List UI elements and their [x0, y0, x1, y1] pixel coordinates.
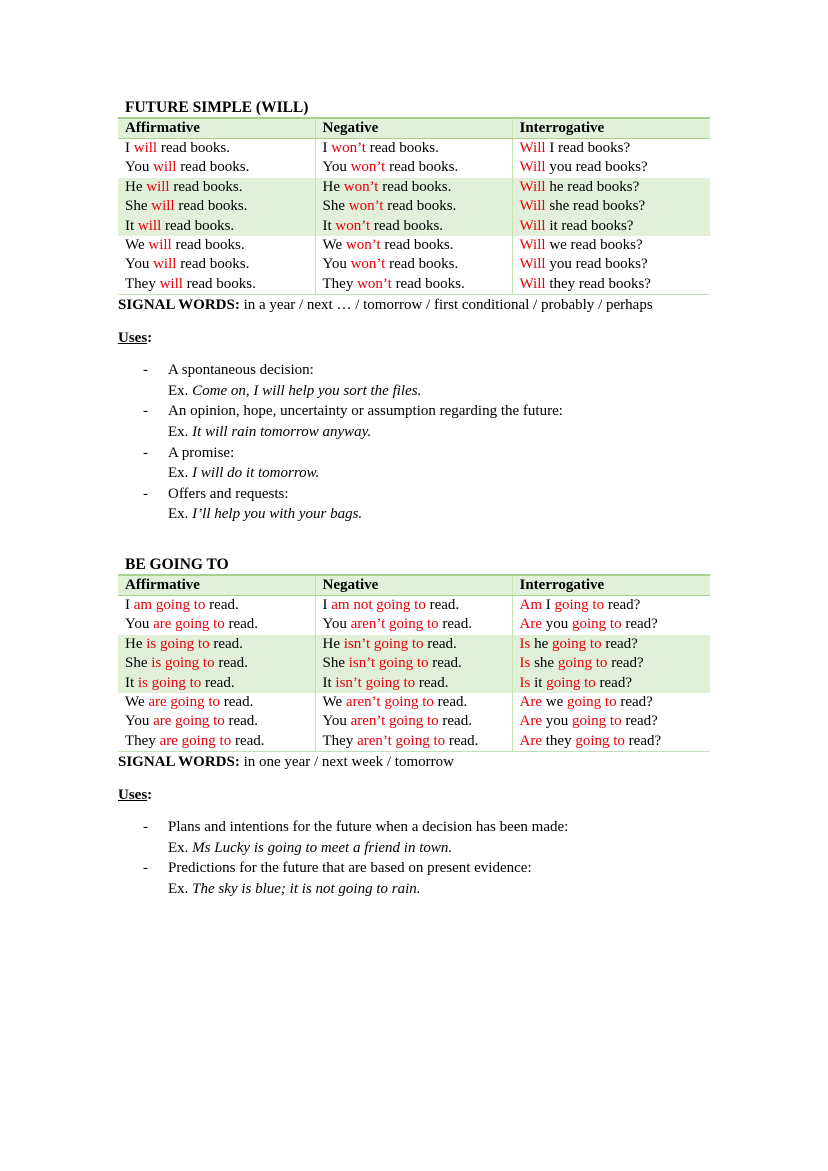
verb-form: will — [159, 275, 183, 292]
going-conjugation-line — [323, 654, 512, 673]
sentence-text: You — [125, 256, 154, 273]
going-conjugation-line — [125, 635, 315, 654]
verb-form: Are — [519, 694, 542, 711]
verb-form: Will — [519, 256, 546, 273]
sentence-text: read books. — [370, 217, 444, 234]
going-use-item — [118, 858, 710, 899]
verb-form: won’t — [350, 159, 386, 176]
will-signal-label: SIGNAL WORDS: — [118, 297, 240, 314]
sentence-text: You — [322, 616, 351, 633]
list-dash: - — [143, 819, 148, 836]
sentence-text: they read books? — [545, 275, 651, 292]
sentence-text: read books. — [176, 256, 250, 273]
going-conjugation-line — [520, 732, 711, 751]
use-description: A promise: — [168, 444, 235, 461]
will-uses-colon: : — [147, 330, 153, 347]
sentence-text: read. — [231, 732, 265, 749]
verb-form: is going to — [137, 674, 202, 691]
will-conjugation-line — [323, 255, 512, 274]
sentence-text: You — [322, 159, 351, 176]
list-dash: - — [143, 860, 148, 877]
going-table-row — [118, 693, 710, 752]
will-conjugation-line — [323, 217, 512, 236]
will-conjugation-line — [520, 217, 711, 236]
verb-form: going to — [567, 694, 617, 711]
will-cell-neg — [315, 236, 512, 295]
will-conjugation-line — [125, 178, 315, 197]
verb-form: going to — [554, 597, 605, 613]
going-conjugation-line — [125, 732, 315, 751]
will-use-item — [118, 360, 710, 401]
will-uses-list — [118, 360, 710, 525]
sentence-text: read? — [604, 597, 641, 613]
use-example — [168, 381, 710, 402]
sentence-text: They — [125, 275, 160, 292]
sentence-text: read? — [595, 674, 632, 691]
sentence-text: read books. — [157, 140, 230, 156]
going-conjugation-line — [520, 693, 711, 712]
verb-form: are going to — [153, 616, 225, 633]
will-title: FUTURE SIMPLE (WILL) — [125, 99, 309, 116]
sentence-text: read. — [220, 694, 254, 711]
going-cell-neg — [315, 596, 512, 635]
sentence-text: you — [542, 713, 572, 730]
sentence-text: you — [542, 616, 572, 633]
use-example — [168, 838, 710, 859]
verb-form: am not going to — [331, 597, 426, 613]
sentence-text: It — [125, 217, 138, 234]
will-conjugation-line — [125, 158, 315, 177]
sentence-text: read. — [201, 674, 235, 691]
sentence-text: It — [322, 674, 336, 691]
verb-form: aren’t going to — [357, 732, 446, 749]
verb-form: Am — [519, 597, 542, 613]
going-cell-int — [512, 635, 710, 693]
going-cell-neg — [315, 693, 512, 752]
verb-form: will — [137, 217, 162, 234]
will-table-row — [118, 236, 710, 295]
verb-form: won’t — [343, 178, 379, 195]
will-conjugation-line — [125, 275, 315, 294]
will-conjugation-line — [323, 139, 512, 158]
sentence-text: I — [542, 597, 555, 613]
sentence-text: she — [530, 655, 558, 672]
verb-form: Is — [519, 635, 531, 652]
verb-form: won’t — [335, 217, 371, 234]
list-dash: - — [143, 444, 148, 461]
going-uses-label: Uses — [118, 787, 148, 804]
verb-form: going to — [575, 732, 625, 749]
going-table-header — [118, 575, 710, 596]
example-sentence: I’ll help you with your bags. — [192, 506, 363, 523]
verb-form: going to — [572, 616, 622, 633]
example-prefix: Ex. — [168, 839, 193, 856]
going-conjugation-line — [323, 712, 512, 731]
sentence-text: read books. — [176, 159, 250, 176]
verb-form: Will — [519, 237, 546, 254]
sentence-text: read. — [428, 655, 462, 672]
will-cell-aff — [118, 178, 315, 236]
sentence-text: It — [322, 217, 336, 234]
sentence-text: it read books? — [545, 217, 634, 234]
will-table-body — [118, 139, 710, 295]
example-sentence: It will rain tomorrow anyway. — [192, 424, 372, 441]
sentence-text: read books. — [378, 178, 452, 195]
sentence-text: They — [322, 275, 358, 292]
going-conjugation-line — [125, 712, 315, 731]
will-table — [118, 117, 710, 295]
sentence-text: he — [530, 635, 553, 652]
will-cell-aff — [118, 236, 315, 295]
use-description: Offers and requests: — [168, 485, 289, 502]
will-conjugation-line — [323, 158, 512, 177]
sentence-text: read books. — [182, 275, 256, 292]
going-conjugation-line — [323, 596, 512, 615]
verb-form: aren’t going to — [350, 616, 439, 633]
going-conjugation-line — [323, 732, 512, 751]
going-signal-words — [118, 753, 710, 772]
going-section — [118, 556, 710, 900]
use-example — [168, 463, 710, 484]
sentence-text: read books. — [385, 159, 459, 176]
sentence-text: read. — [415, 674, 449, 691]
will-conjugation-line — [520, 197, 711, 216]
sentence-text: read? — [616, 694, 653, 711]
sentence-text: read. — [209, 635, 243, 652]
sentence-text: I — [125, 597, 134, 613]
sentence-text: She — [322, 655, 349, 672]
verb-form: will — [153, 159, 177, 176]
will-conjugation-line — [520, 255, 711, 274]
going-conjugation-line — [323, 615, 512, 634]
will-cell-neg — [315, 139, 512, 178]
going-table-row — [118, 635, 710, 693]
will-conjugation-line — [125, 139, 315, 158]
sentence-text: read books. — [385, 256, 459, 273]
going-conjugation-line — [520, 615, 711, 634]
going-header-interrogative: Interrogative — [512, 575, 710, 596]
verb-form: am going to — [133, 597, 206, 613]
going-header-negative: Negative — [315, 575, 512, 596]
sentence-text: read. — [433, 694, 468, 711]
going-table-body — [118, 596, 710, 752]
sentence-text: He — [125, 178, 147, 195]
going-uses-heading — [118, 786, 710, 805]
will-table-row — [118, 178, 710, 236]
use-example — [168, 879, 710, 900]
sentence-text: He — [125, 635, 147, 652]
sentence-text: read. — [425, 597, 460, 613]
sentence-text: It — [125, 674, 138, 691]
going-title: BE GOING TO — [125, 556, 229, 573]
sentence-text: he read books? — [545, 178, 640, 195]
sentence-text: read. — [224, 616, 259, 633]
sentence-text: She — [125, 198, 152, 215]
verb-form: will — [146, 178, 170, 195]
verb-form: Are — [519, 616, 542, 633]
use-description: Plans and intentions for the future when a decision has been made: — [168, 819, 569, 836]
sentence-text: We — [322, 694, 346, 711]
sentence-text: read? — [601, 635, 638, 652]
will-conjugation-line — [323, 275, 512, 294]
verb-form: won’t — [357, 275, 392, 292]
sentence-text: read? — [624, 732, 662, 749]
verb-form: Are — [519, 732, 542, 749]
verb-form: won’t — [345, 237, 381, 254]
going-table — [118, 574, 710, 752]
sentence-text: I read books? — [545, 140, 631, 156]
will-table-row — [118, 139, 710, 178]
will-signal-words — [118, 296, 710, 315]
verb-form: Will — [519, 178, 546, 195]
verb-form: going to — [552, 635, 602, 652]
sentence-text: they — [542, 732, 576, 749]
sentence-text: You — [125, 616, 154, 633]
going-table-row — [118, 596, 710, 635]
sentence-text: You — [125, 713, 154, 730]
sentence-text: You — [322, 713, 351, 730]
will-header-affirmative: Affirmative — [118, 118, 315, 139]
going-signal-text: in one year / next week / tomorrow — [239, 754, 454, 771]
sentence-text: We — [125, 694, 149, 711]
going-conjugation-line — [125, 693, 315, 712]
verb-form: are going to — [159, 732, 232, 749]
will-conjugation-line — [520, 178, 711, 197]
verb-form: won’t — [350, 256, 386, 273]
use-description: An opinion, hope, uncertainty or assumption regarding the future: — [168, 403, 563, 420]
verb-form: Is — [519, 674, 531, 691]
sentence-text: read books. — [169, 178, 243, 195]
going-cell-int — [512, 596, 710, 635]
will-header-interrogative: Interrogative — [512, 118, 710, 139]
will-uses-label: Uses — [118, 330, 148, 347]
list-dash: - — [143, 403, 148, 420]
will-conjugation-line — [520, 275, 711, 294]
will-section — [118, 99, 710, 525]
sentence-text: I — [125, 140, 134, 156]
example-prefix: Ex. — [168, 506, 193, 523]
verb-form: is going to — [146, 635, 210, 652]
verb-form: aren’t going to — [345, 694, 434, 711]
verb-form: Will — [519, 275, 546, 292]
will-cell-int — [512, 236, 710, 295]
going-use-item — [118, 817, 710, 858]
going-uses-colon: : — [147, 787, 153, 804]
will-uses-heading — [118, 329, 710, 348]
going-conjugation-line — [520, 635, 711, 654]
going-cell-aff — [118, 693, 315, 752]
sentence-text: read books. — [171, 237, 245, 254]
going-header-affirmative: Affirmative — [118, 575, 315, 596]
going-conjugation-line — [520, 596, 711, 615]
verb-form: Will — [519, 159, 546, 176]
verb-form: won’t — [348, 198, 384, 215]
use-description: Predictions for the future that are based on present evidence: — [168, 860, 532, 877]
will-conjugation-line — [125, 217, 315, 236]
sentence-text: read. — [423, 635, 457, 652]
will-conjugation-line — [323, 236, 512, 255]
going-conjugation-line — [323, 693, 512, 712]
will-conjugation-line — [323, 178, 512, 197]
verb-form: Will — [519, 198, 546, 215]
sentence-text: you read books? — [545, 159, 648, 176]
sentence-text: read books. — [174, 198, 248, 215]
sentence-text: it — [530, 674, 547, 691]
will-table-header — [118, 118, 710, 139]
sentence-text: read. — [438, 713, 472, 730]
verb-form: Are — [519, 713, 542, 730]
verb-form: will — [133, 140, 158, 156]
sentence-text: read books. — [161, 217, 235, 234]
will-conjugation-line — [520, 236, 711, 255]
sentence-text: read. — [445, 732, 479, 749]
will-conjugation-line — [125, 236, 315, 255]
use-example — [168, 422, 710, 443]
verb-form: will — [151, 198, 175, 215]
verb-form: Will — [519, 140, 546, 156]
sentence-text: We — [322, 237, 346, 254]
verb-form: isn’t going to — [335, 674, 416, 691]
sentence-text: read books. — [380, 237, 454, 254]
sentence-text: read? — [607, 655, 644, 672]
will-conjugation-line — [520, 139, 711, 158]
going-cell-neg — [315, 635, 512, 693]
sentence-text: read? — [621, 713, 658, 730]
sentence-text: You — [322, 256, 351, 273]
example-sentence: I will do it tomorrow. — [192, 465, 320, 482]
verb-form: is going to — [151, 655, 215, 672]
sentence-text: I — [322, 597, 332, 613]
verb-form: won’t — [331, 140, 366, 156]
going-conjugation-line — [323, 635, 512, 654]
sentence-text: read. — [205, 597, 239, 613]
verb-form: aren’t going to — [350, 713, 439, 730]
example-prefix: Ex. — [168, 424, 193, 441]
verb-form: are going to — [153, 713, 225, 730]
going-conjugation-line — [520, 654, 711, 673]
sentence-text: I — [322, 140, 332, 156]
will-use-item — [118, 443, 710, 484]
will-cell-int — [512, 178, 710, 236]
sentence-text: read. — [214, 655, 248, 672]
sentence-text: read books. — [365, 140, 439, 156]
will-conjugation-line — [125, 255, 315, 274]
sentence-text: she read books? — [545, 198, 646, 215]
sentence-text: You — [125, 159, 154, 176]
will-conjugation-line — [125, 197, 315, 216]
verb-form: going to — [557, 655, 608, 672]
going-conjugation-line — [323, 674, 512, 693]
sentence-text: read? — [621, 616, 658, 633]
example-prefix: Ex. — [168, 382, 193, 399]
verb-form: are going to — [148, 694, 221, 711]
sentence-text: She — [322, 198, 349, 215]
sentence-text: we — [542, 694, 567, 711]
use-description: A spontaneous decision: — [168, 362, 314, 379]
will-conjugation-line — [520, 158, 711, 177]
example-sentence: Ms Lucky is going to meet a friend in town. — [192, 839, 453, 856]
going-cell-aff — [118, 596, 315, 635]
sentence-text: read books. — [383, 198, 457, 215]
will-conjugation-line — [323, 197, 512, 216]
going-conjugation-line — [520, 712, 711, 731]
verb-form: isn’t going to — [348, 655, 429, 672]
sentence-text: read. — [224, 713, 259, 730]
will-header-negative: Negative — [315, 118, 512, 139]
will-signal-text: in a year / next … / tomorrow / first conditional / probably / perhaps — [239, 297, 653, 314]
will-cell-aff — [118, 139, 315, 178]
use-example — [168, 504, 710, 525]
example-sentence: Come on, I will help you sort the files. — [192, 382, 422, 399]
verb-form: Is — [519, 655, 531, 672]
verb-form: going to — [546, 674, 596, 691]
sentence-text: She — [125, 655, 152, 672]
sentence-text: They — [125, 732, 160, 749]
list-dash: - — [143, 485, 148, 502]
going-conjugation-line — [125, 654, 315, 673]
sentence-text: read. — [438, 616, 472, 633]
going-cell-aff — [118, 635, 315, 693]
going-conjugation-line — [520, 674, 711, 693]
sentence-text: you read books? — [545, 256, 648, 273]
going-signal-label: SIGNAL WORDS: — [118, 754, 240, 771]
verb-form: going to — [572, 713, 622, 730]
example-prefix: Ex. — [168, 465, 193, 482]
sentence-text: read books. — [391, 275, 465, 292]
example-prefix: Ex. — [168, 881, 193, 898]
will-use-item — [118, 401, 710, 442]
will-cell-int — [512, 139, 710, 178]
going-conjugation-line — [125, 596, 315, 615]
will-cell-neg — [315, 178, 512, 236]
sentence-text: He — [322, 635, 344, 652]
verb-form: isn’t going to — [343, 635, 424, 652]
sentence-text: He — [322, 178, 344, 195]
going-cell-int — [512, 693, 710, 752]
list-dash: - — [143, 362, 148, 379]
sentence-text: we read books? — [545, 237, 643, 254]
sentence-text: They — [322, 732, 358, 749]
verb-form: will — [153, 256, 177, 273]
will-use-item — [118, 484, 710, 525]
verb-form: will — [148, 237, 172, 254]
going-conjugation-line — [125, 674, 315, 693]
going-conjugation-line — [125, 615, 315, 634]
example-sentence: The sky is blue; it is not going to rain. — [192, 881, 421, 898]
going-uses-list — [118, 817, 710, 899]
verb-form: Will — [519, 217, 546, 234]
sentence-text: We — [125, 237, 149, 254]
